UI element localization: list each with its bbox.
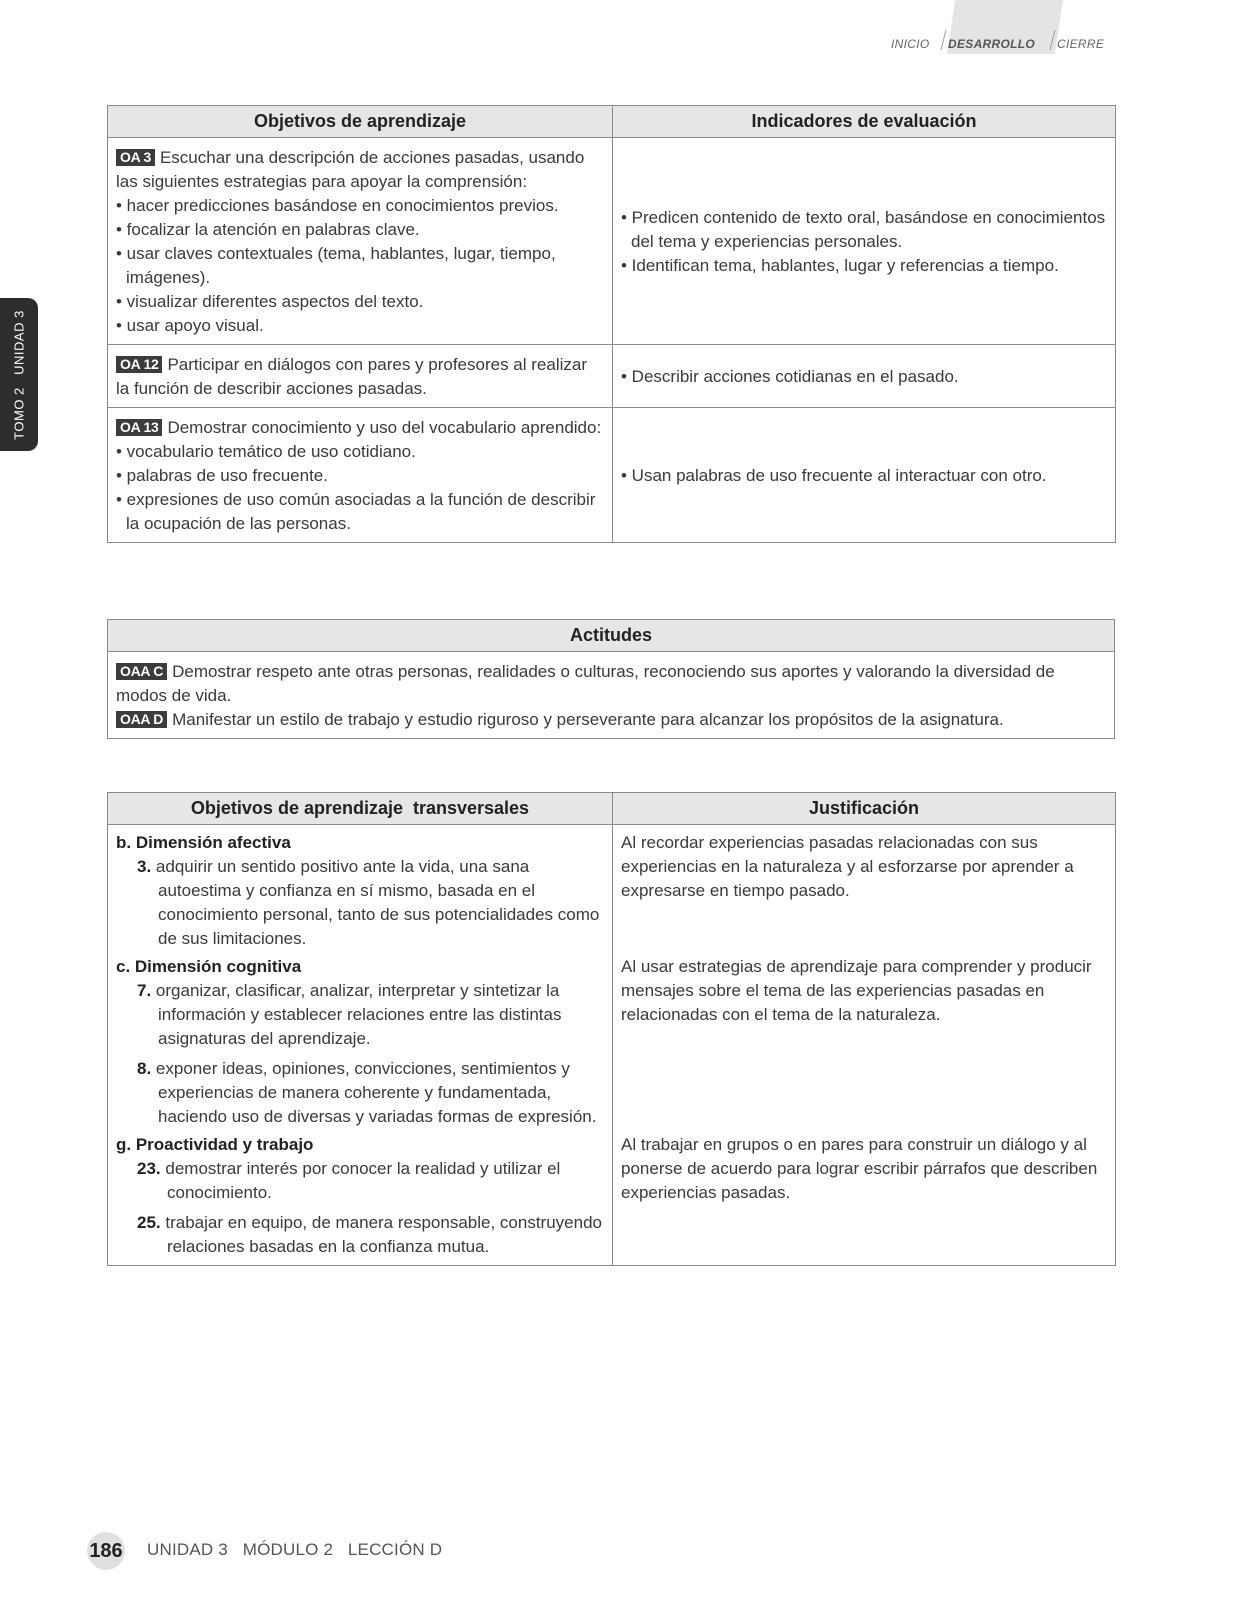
list-item xyxy=(116,979,604,1051)
transversal-cell xyxy=(108,1129,613,1266)
oaa-badge: OAA D xyxy=(116,711,167,728)
item-text: exponer ideas, opiniones, convicciones, sentimientos y experiencias de manera coherente y fundamentada, haciendo uso de diversas y variadas formas de expresión. xyxy=(155,1059,597,1126)
list-item xyxy=(116,660,1106,708)
item-text: trabajar en equipo, de manera responsable, construyendo relaciones basadas en la confianza mutua. xyxy=(165,1213,602,1256)
oa-badge: OA 13 xyxy=(116,419,162,436)
item-number: 23. xyxy=(137,1159,161,1178)
table-row xyxy=(108,652,1115,739)
objective-intro xyxy=(116,353,604,401)
list-item: • focalizar la atención en palabras clave. xyxy=(116,220,420,239)
transversal-objectives-table xyxy=(107,792,1116,1266)
justification-header: Justificación xyxy=(613,793,1116,825)
nav-desarrollo[interactable]: DESARROLLO xyxy=(948,37,1035,51)
item-number: 25. xyxy=(137,1213,161,1232)
page-number: 186 xyxy=(87,1532,125,1570)
justification-text: Al trabajar en grupos o en pares para construir un diálogo y al ponerse de acuerdo para lograr escribir párrafos que describen experiencias pasadas. xyxy=(621,1135,1098,1202)
objective-intro xyxy=(116,146,604,194)
oaa-badge: OAA C xyxy=(116,663,167,680)
list-item: • palabras de uso frecuente. xyxy=(116,466,328,485)
side-tab-label: TOMO 2 UNIDAD 3 xyxy=(11,309,27,440)
attitude-text: Manifestar un estilo de trabajo y estudio riguroso y perseverante para alcanzar los propósitos de la asignatura. xyxy=(172,710,1004,729)
side-tab xyxy=(0,298,38,451)
item-number: 8. xyxy=(137,1059,152,1078)
list-item xyxy=(116,708,1106,732)
attitudes-header-row xyxy=(108,620,1115,652)
table-row xyxy=(108,825,1116,952)
oa-badge: OA 12 xyxy=(116,356,162,373)
justification-text: Al usar estrategias de aprendizaje para comprender y producir mensajes sobre el tema de las experiencias pasadas en relacionadas con el tema de la naturaleza. xyxy=(621,957,1092,1024)
justification-cell xyxy=(613,951,1116,1129)
item-text: adquirir un sentido positivo ante la vida, una sana autoestima y confianza en sí mismo, basada en el conocimiento personal, tanto de sus potencialidades como de sus limitaciones. xyxy=(155,857,600,948)
objectives-header-row xyxy=(108,106,1116,138)
nav-inicio[interactable]: INICIO xyxy=(891,37,930,51)
transversal-cell xyxy=(108,951,613,1129)
nav-separator xyxy=(941,30,947,50)
attitudes-header: Actitudes xyxy=(108,620,1115,652)
list-item: • Usan palabras de uso frecuente al interactuar con otro. xyxy=(621,466,1047,485)
transversal-header: Objetivos de aprendizaje transversales xyxy=(108,793,613,825)
list-item: • visualizar diferentes aspectos del texto. xyxy=(116,292,424,311)
list-item xyxy=(116,1057,604,1129)
dimension-title: c. Dimensión cognitiva xyxy=(116,957,302,976)
list-item: • expresiones de uso común asociadas a la función de describir la ocupación de las personas. xyxy=(116,490,596,533)
list-item: • Identifican tema, hablantes, lugar y referencias a tiempo. xyxy=(621,256,1059,275)
table-row xyxy=(108,1129,1116,1266)
objective-text: Demostrar conocimiento y uso del vocabulario aprendido: xyxy=(167,418,602,437)
table-row xyxy=(108,408,1116,543)
dimension-title: b. Dimensión afectiva xyxy=(116,833,291,852)
list-item xyxy=(116,1157,604,1205)
list-item xyxy=(116,855,604,951)
justification-text: Al recordar experiencias pasadas relacionadas con sus experiencias en la naturaleza y al esforzarse por aprender a expresarse en tiempo pasado. xyxy=(621,833,1074,900)
transversal-header-row xyxy=(108,793,1116,825)
objective-cell xyxy=(108,408,613,543)
attitudes-table xyxy=(107,619,1115,739)
item-text: demostrar interés por conocer la realidad y utilizar el conocimiento. xyxy=(165,1159,561,1202)
objective-cell xyxy=(108,345,613,408)
attitudes-cell xyxy=(108,652,1115,739)
objective-cell xyxy=(108,138,613,345)
justification-cell xyxy=(613,1129,1116,1266)
item-number: 7. xyxy=(137,981,152,1000)
indicator-cell xyxy=(613,138,1116,345)
indicator-cell xyxy=(613,345,1116,408)
list-item: • usar claves contextuales (tema, hablantes, lugar, tiempo, imágenes). xyxy=(116,244,556,287)
list-item xyxy=(116,1211,604,1259)
objective-intro xyxy=(116,416,604,440)
list-item: • Predicen contenido de texto oral, basándose en conocimientos del tema y experiencias personales. xyxy=(621,208,1106,251)
attitude-text: Demostrar respeto ante otras personas, realidades o culturas, reconociendo sus aportes y valorando la diversidad de modos de vida. xyxy=(116,662,1055,705)
footer-breadcrumb: UNIDAD 3 MÓDULO 2 LECCIÓN D xyxy=(147,1540,443,1559)
indicators-header: Indicadores de evaluación xyxy=(613,106,1116,138)
list-item: • hacer predicciones basándose en conocimientos previos. xyxy=(116,196,559,215)
item-number: 3. xyxy=(137,857,152,876)
oa-badge: OA 3 xyxy=(116,149,155,166)
objective-text: Escuchar una descripción de acciones pasadas, usando las siguientes estrategias para apoyar la comprensión: xyxy=(116,148,585,191)
nav-cierre[interactable]: CIERRE xyxy=(1057,37,1105,51)
objective-text: Participar en diálogos con pares y profesores al realizar la función de describir acciones pasadas. xyxy=(116,355,587,398)
objectives-header: Objetivos de aprendizaje xyxy=(108,106,613,138)
transversal-cell xyxy=(108,825,613,952)
section-nav xyxy=(885,0,1115,60)
table-row xyxy=(108,951,1116,1129)
table-row xyxy=(108,345,1116,408)
item-text: organizar, clasificar, analizar, interpretar y sintetizar la información y establecer relaciones entre las distintas asignaturas del aprendizaje. xyxy=(155,981,562,1048)
justification-cell xyxy=(613,825,1116,952)
list-item: • vocabulario temático de uso cotidiano. xyxy=(116,442,416,461)
table-row xyxy=(108,138,1116,345)
list-item: • Describir acciones cotidianas en el pasado. xyxy=(621,367,959,386)
indicator-cell xyxy=(613,408,1116,543)
objectives-table xyxy=(107,105,1116,543)
list-item: • usar apoyo visual. xyxy=(116,316,264,335)
dimension-title: g. Proactividad y trabajo xyxy=(116,1135,314,1154)
